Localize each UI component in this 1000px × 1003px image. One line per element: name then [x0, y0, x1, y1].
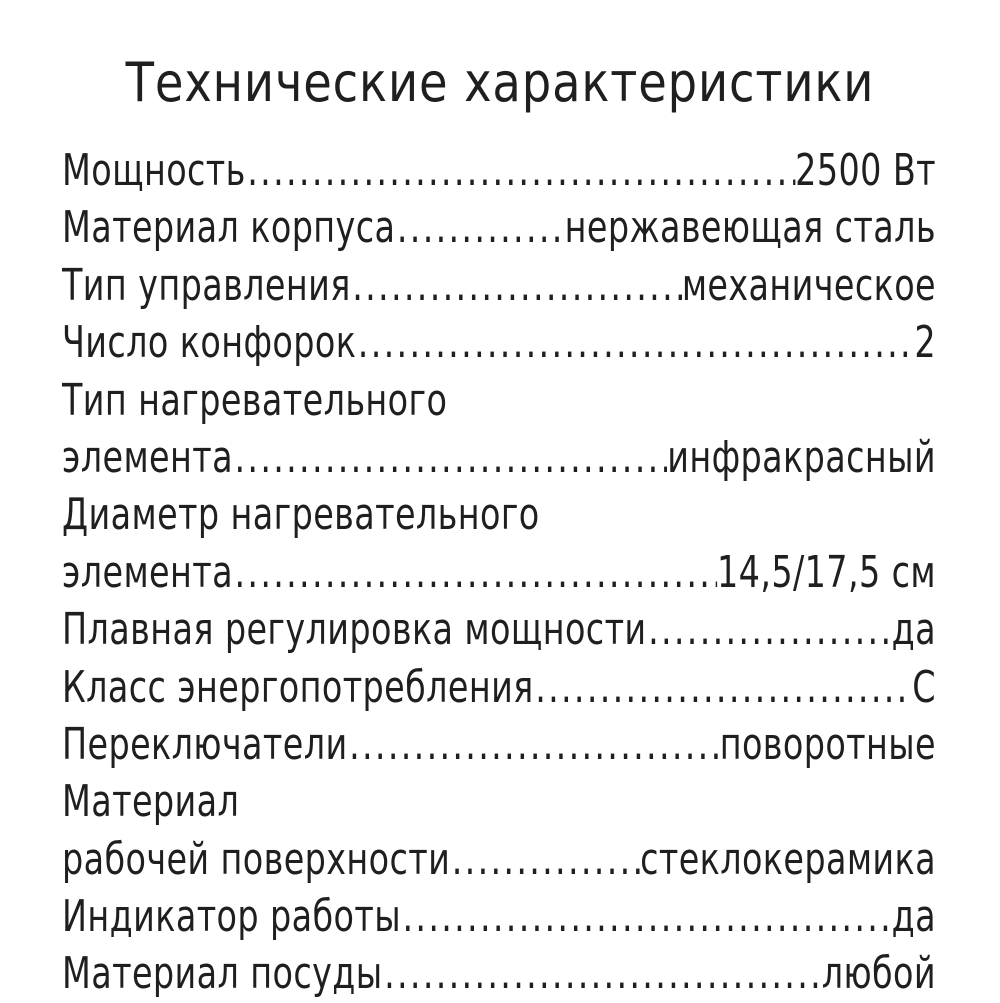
spec-value: да	[891, 891, 936, 943]
spec-row-power	[62, 142, 936, 199]
dot-leader	[348, 716, 720, 773]
spec-value: поворотные	[719, 718, 936, 770]
dot-leader	[356, 314, 914, 371]
dot-leader	[246, 142, 795, 199]
spec-label: Материал	[62, 776, 240, 828]
spec-label: Переключатели	[62, 718, 348, 770]
spec-value: 2	[914, 317, 936, 369]
spec-list	[62, 142, 936, 1003]
spec-value: стеклокерамика	[640, 833, 936, 885]
spec-row-heater-type	[62, 429, 936, 486]
spec-label: Материал посуды	[62, 948, 383, 1000]
spec-row-indicator	[62, 888, 936, 945]
dot-leader	[351, 257, 682, 314]
spec-row-body-material	[62, 199, 936, 256]
spec-value: инфракрасный	[667, 431, 936, 483]
spec-row-cookware	[62, 945, 936, 1002]
spec-value: любой	[821, 948, 936, 1000]
spec-row-surface-material	[62, 831, 936, 888]
spec-value: 14,5/17,5 см	[717, 546, 936, 598]
spec-label: Плавная регулировка мощности	[62, 604, 647, 656]
spec-row-switches	[62, 716, 936, 773]
spec-label: Тип нагревательного	[62, 374, 448, 426]
dot-leader	[450, 831, 640, 888]
spec-label: Материал корпуса	[62, 202, 396, 254]
dot-leader	[534, 659, 913, 716]
spec-value: механическое	[681, 259, 936, 311]
spec-label: Мощность	[62, 145, 246, 196]
spec-label: элемента	[62, 431, 233, 483]
spec-row-control-type	[62, 257, 936, 314]
spec-value: C	[912, 661, 936, 713]
spec-label: Тип управления	[62, 259, 351, 311]
spec-row-burners	[62, 314, 936, 371]
spec-row-smooth-power	[62, 601, 936, 658]
spec-row-energy-class	[62, 659, 936, 716]
dot-leader	[401, 888, 892, 945]
page-title: Технические характеристики	[125, 51, 875, 114]
dot-leader	[647, 601, 892, 658]
spec-value: нержавеющая сталь	[564, 202, 936, 254]
dot-leader	[233, 544, 717, 601]
spec-value: 2500 Вт	[795, 145, 936, 196]
spec-row-heater-type-label	[62, 372, 936, 429]
spec-row-heater-diameter	[62, 544, 936, 601]
spec-label: Индикатор работы	[62, 891, 401, 943]
spec-label: рабочей поверхности	[62, 833, 451, 885]
dot-leader	[233, 429, 667, 486]
dot-leader	[383, 945, 822, 1002]
spec-value: да	[891, 604, 936, 656]
spec-label: элемента	[62, 546, 233, 598]
dot-leader	[395, 199, 564, 256]
spec-row-surface-material-label	[62, 773, 936, 830]
spec-row-heater-diameter-label	[62, 486, 936, 543]
spec-label: Число конфорок	[62, 317, 357, 369]
spec-label: Диаметр нагревательного	[62, 489, 540, 541]
spec-label: Класс энергопотребления	[62, 661, 534, 713]
